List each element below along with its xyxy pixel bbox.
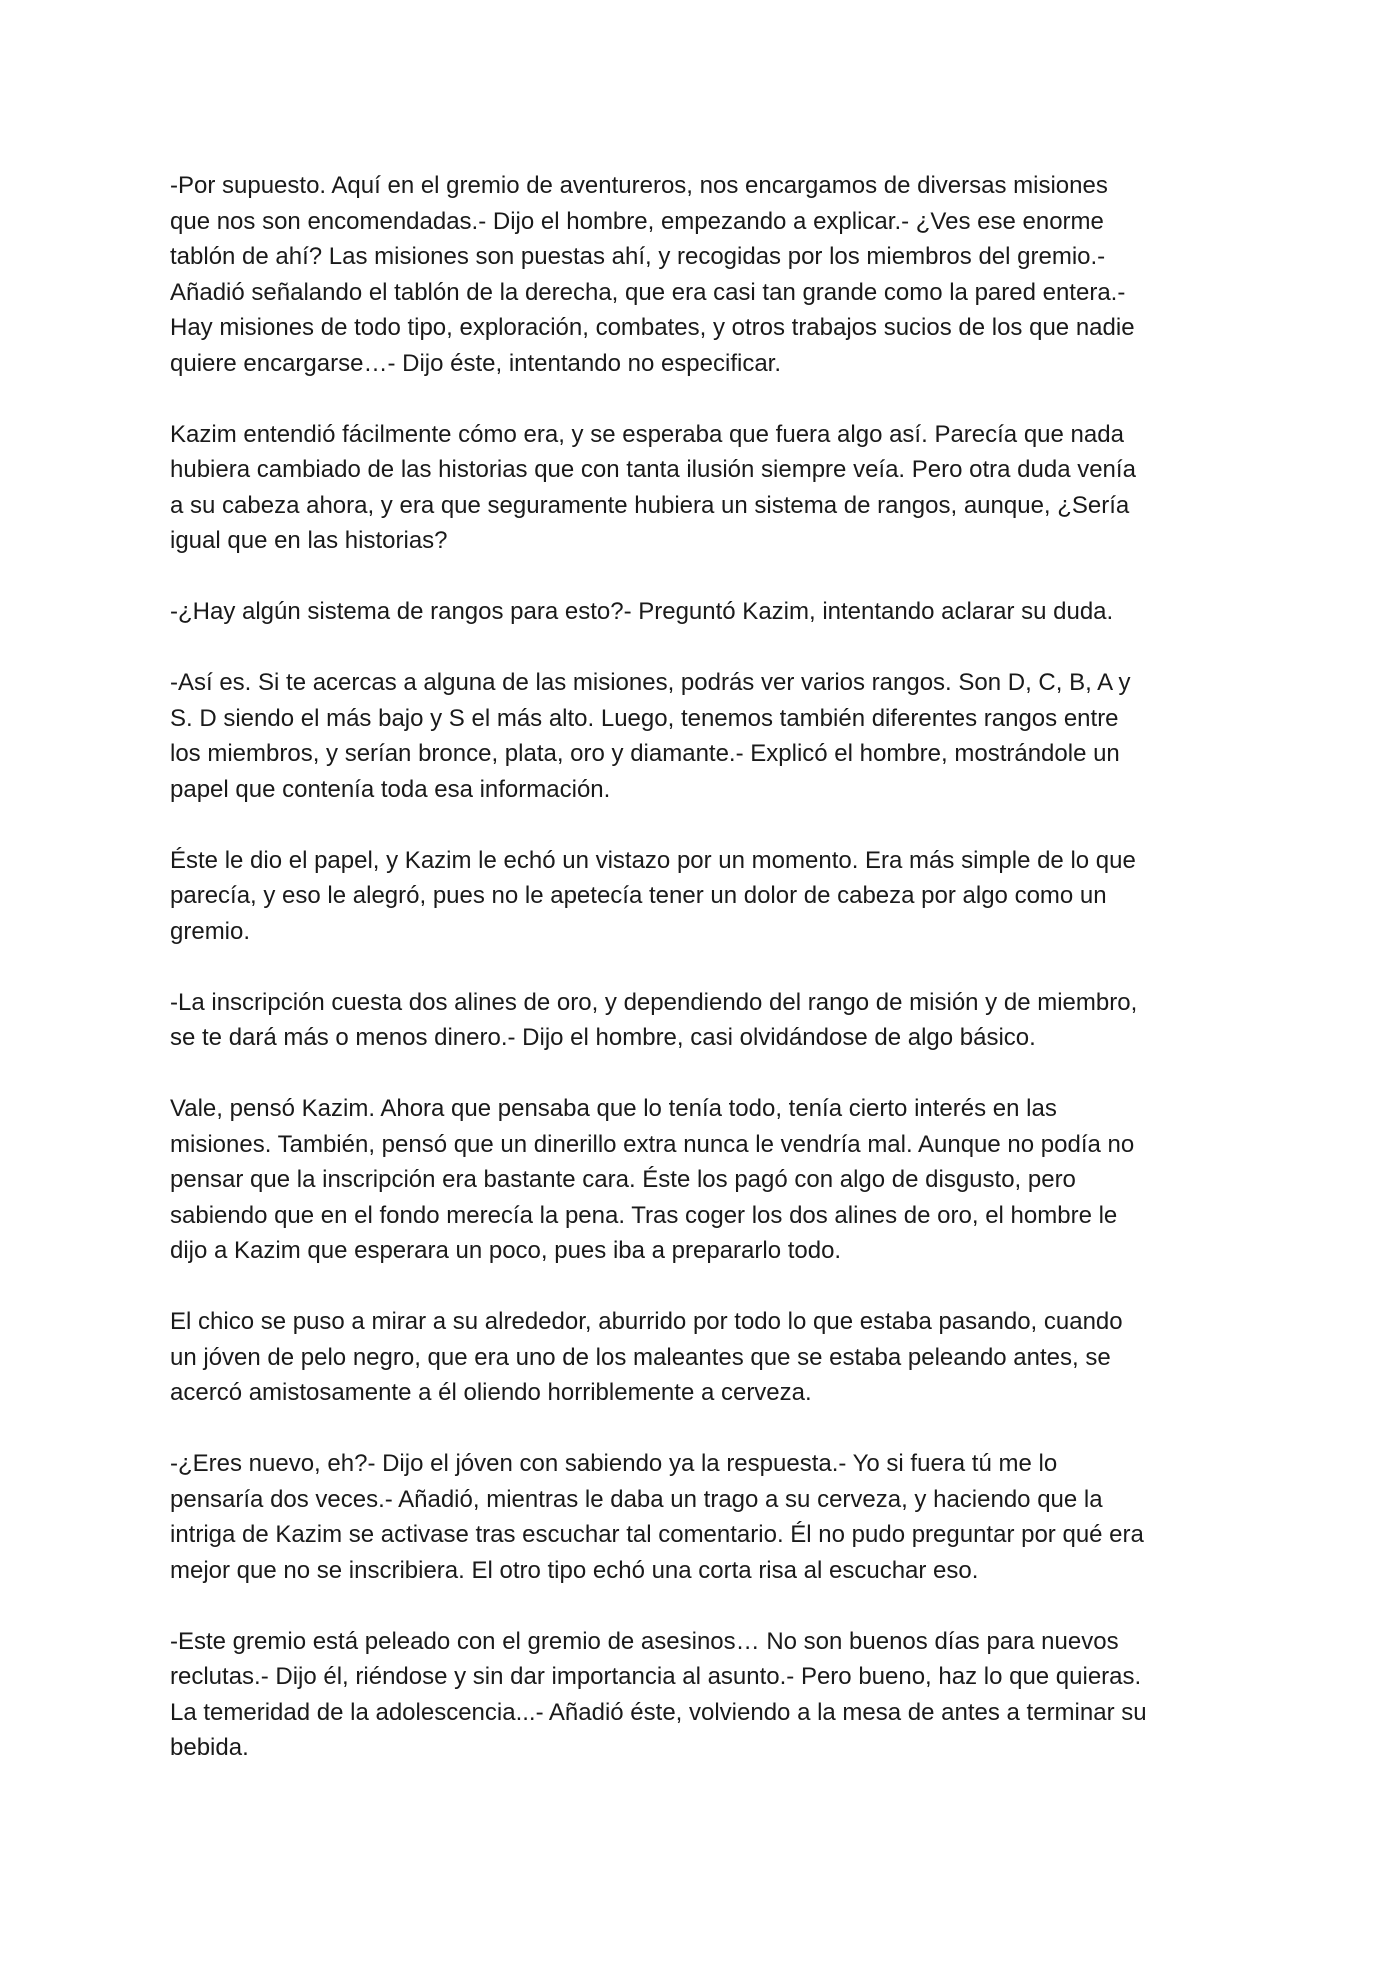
text-line: dijo a Kazim que esperara un poco, pues iba a prepararlo todo. bbox=[170, 1237, 842, 1264]
text-line: a su cabeza ahora, y era que seguramente hubiera un sistema de rangos, aunque, ¿Sería bbox=[170, 491, 1130, 519]
text-line: hubiera cambiado de las historias que con tanta ilusión siempre veía. Pero otra duda venía bbox=[170, 456, 1136, 483]
text-line: -Este gremio está peleado con el gremio de asesinos… No son buenos días para nuevos bbox=[170, 1627, 1119, 1655]
text-line: bebida. bbox=[170, 1734, 249, 1761]
paragraph bbox=[170, 594, 1250, 630]
text-line: S. D siendo el más bajo y S el más alto. Luego, tenemos también diferentes rangos entre bbox=[170, 704, 1119, 732]
text-line: La temeridad de la adolescencia...- Añadió éste, volviendo a la mesa de antes a terminar su bbox=[170, 1698, 1147, 1726]
paragraph bbox=[170, 1091, 1250, 1269]
text-line: misiones. También, pensó que un dinerillo extra nunca le vendría mal. Aunque no podía no bbox=[170, 1130, 1135, 1158]
text-line: pensaría dos veces.- Añadió, mientras le daba un trago a su cerveza, y haciendo que la bbox=[170, 1485, 1103, 1513]
text-line: -Por supuesto. Aquí en el gremio de aventureros, nos encargamos de diversas misiones bbox=[170, 172, 1108, 199]
paragraph bbox=[170, 665, 1250, 807]
text-line: tablón de ahí? Las misiones son puestas ahí, y recogidas por los miembros del gremio.- bbox=[170, 243, 1106, 270]
text-line: El chico se puso a mirar a su alrededor, aburrido por todo lo que estaba pasando, cuando bbox=[170, 1308, 1123, 1335]
text-line: parecía, y eso le alegró, pues no le apetecía tener un dolor de cabeza por algo como un bbox=[170, 882, 1107, 909]
text-line: Vale, pensó Kazim. Ahora que pensaba que lo tenía todo, tenía cierto interés en las bbox=[170, 1095, 1057, 1122]
text-line: -¿Eres nuevo, eh?- Dijo el jóven con sabiendo ya la respuesta.- Yo si fuera tú me lo bbox=[170, 1450, 1058, 1477]
document-page bbox=[170, 168, 1250, 1801]
text-line: los miembros, y serían bronce, plata, oro y diamante.- Explicó el hombre, mostrándole un bbox=[170, 740, 1120, 767]
paragraph bbox=[170, 417, 1250, 559]
text-line: acercó amistosamente a él oliendo horriblemente a cerveza. bbox=[170, 1379, 812, 1406]
text-line: -La inscripción cuesta dos alines de oro, y dependiendo del rango de misión y de miembro, bbox=[170, 988, 1138, 1016]
paragraph bbox=[170, 985, 1250, 1056]
text-line: quiere encargarse…- Dijo éste, intentando no especificar. bbox=[170, 349, 782, 377]
paragraph bbox=[170, 1624, 1250, 1766]
text-line: -¿Hay algún sistema de rangos para esto?- Preguntó Kazim, intentando aclarar su duda. bbox=[170, 598, 1114, 625]
text-line: reclutas.- Dijo él, riéndose y sin dar importancia al asunto.- Pero bueno, haz lo que quieras. bbox=[170, 1663, 1142, 1690]
text-line: Hay misiones de todo tipo, exploración, combates, y otros trabajos sucios de los que nadie bbox=[170, 314, 1135, 341]
text-line: Éste le dio el papel, y Kazim le echó un vistazo por un momento. Era más simple de lo que bbox=[170, 846, 1136, 874]
text-line: -Así es. Si te acercas a alguna de las misiones, podrás ver varios rangos. Son D, C, B, A y bbox=[170, 669, 1131, 696]
paragraph bbox=[170, 1304, 1250, 1411]
paragraph bbox=[170, 1446, 1250, 1588]
text-line: mejor que no se inscribiera. El otro tipo echó una corta risa al escuchar eso. bbox=[170, 1556, 979, 1584]
text-line: intriga de Kazim se activase tras escuchar tal comentario. Él no pudo preguntar por qué era bbox=[170, 1521, 1144, 1548]
paragraph bbox=[170, 843, 1250, 950]
text-line: gremio. bbox=[170, 917, 251, 945]
text-line: que nos son encomendadas.- Dijo el hombre, empezando a explicar.- ¿Ves ese enorme bbox=[170, 207, 1104, 235]
paragraph bbox=[170, 168, 1250, 381]
text-line: papel que contenía toda esa información. bbox=[170, 775, 611, 803]
text-line: igual que en las historias? bbox=[170, 527, 448, 554]
text-line: se te dará más o menos dinero.- Dijo el hombre, casi olvidándose de algo básico. bbox=[170, 1024, 1036, 1051]
text-line: sabiendo que en el fondo merecía la pena. Tras coger los dos alines de oro, el hombre le bbox=[170, 1201, 1118, 1229]
text-line: pensar que la inscripción era bastante cara. Éste los pagó con algo de disgusto, pero bbox=[170, 1166, 1076, 1193]
text-line: un jóven de pelo negro, que era uno de los maleantes que se estaba peleando antes, se bbox=[170, 1343, 1111, 1371]
text-line: Añadió señalando el tablón de la derecha, que era casi tan grande como la pared entera.- bbox=[170, 278, 1126, 306]
text-line: Kazim entendió fácilmente cómo era, y se esperaba que fuera algo así. Parecía que nada bbox=[170, 420, 1124, 448]
